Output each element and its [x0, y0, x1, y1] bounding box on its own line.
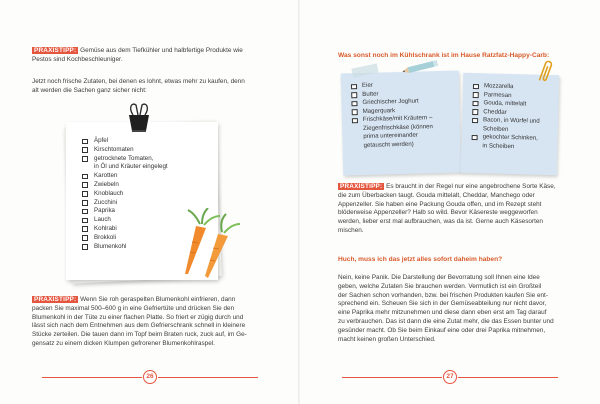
- binder-clip-icon: [124, 101, 154, 135]
- tip1-line1: Gemüse aus dem Tiefkühler und halbfertige Produkte wie: [80, 47, 243, 54]
- list-item-continued: getauscht werden): [363, 140, 414, 149]
- fridge-heading: Was sonst noch im Kühlschrank ist im Hause Ratzfatz-Happy-Carb:: [338, 52, 550, 59]
- checkbox-icon[interactable]: [82, 139, 88, 145]
- list-item: Zwiebeln: [82, 181, 168, 190]
- checkbox-icon[interactable]: [472, 109, 478, 115]
- list-item: Bacon, in Würfel und: [472, 116, 540, 126]
- checkbox-icon[interactable]: [351, 92, 357, 98]
- checkbox-icon[interactable]: [82, 235, 88, 241]
- checkbox-icon[interactable]: [472, 101, 478, 107]
- list-item-continued: Ziegenfrischkäse (können: [363, 122, 433, 132]
- cheese-tip: PRAXISTIPP: Es braucht in der Regel nur eine angebrochene Sorte Käse, die zum Überbacken taugt. Gouda mittelalt, Cheddar, Manchego oder Appenzeller. Sie haben eine Packung Gouda offen, und im Rezept steht blöderweise Appenzeller? Halb so wild. Bevor Käsereste weggeworfen werden, lieber erst mal aufbrauchen, was da ist. Gerne auch Käsesorten mischen.: [338, 183, 556, 234]
- checkbox-icon[interactable]: [82, 174, 88, 180]
- list-item: Paprika: [82, 207, 168, 216]
- list-item: Kohlrabi: [82, 225, 168, 234]
- list-item-continued: prima untereinander: [363, 131, 418, 140]
- list-item-continued: in Scheiben: [482, 141, 515, 150]
- checkbox-icon[interactable]: [82, 191, 88, 197]
- checkbox-icon[interactable]: [82, 147, 88, 153]
- checkbox-icon[interactable]: [473, 84, 479, 90]
- list-item-continued: Scheiben: [482, 124, 509, 133]
- list-item: Äpfel: [82, 137, 168, 146]
- list-item: Knoblauch: [82, 190, 168, 199]
- paperclip-icon: [538, 58, 554, 84]
- page-number: 26: [143, 370, 157, 384]
- answer-paragraph: Nein, keine Panik. Die Darstellung der Bevorratung soll Ihnen eine Idee geben, welche Zutaten Sie brauchen werden. Vermutlich ist ein Großteil der Sachen schon vorhanden, bzw. bei frischen Produkten kaufen Sie ent- sprechend ein. Scheuen Sie sich in der Gemüseabteilung nur nicht davor, eine Paprika mehr mitzunehmen und diese dann eben erst am Tag darauf zu verbrauchen. Das ist dann die eine Zutat mehr, die das Essen bunter und gesünder macht. Ob Sie beim Einkauf eine oder drei Paprika mitnehmen, macht keinen großen Unterschied.: [338, 274, 554, 343]
- list-item: Eier: [351, 80, 432, 91]
- list-item: Zucchini: [82, 199, 168, 208]
- list-item-continued: in Öl und Kräuter eingelegt: [94, 163, 168, 171]
- dairy-list: [351, 80, 434, 150]
- list-item: Karotten: [82, 172, 168, 181]
- checkbox-icon[interactable]: [82, 156, 88, 162]
- intro-line2: alt werden die Sachen ganz sicher nicht:: [32, 86, 147, 94]
- checkbox-icon[interactable]: [82, 226, 88, 232]
- checkbox-icon[interactable]: [351, 101, 357, 107]
- checkbox-icon[interactable]: [82, 244, 88, 250]
- list-item: getrocknete Tomaten,: [82, 155, 168, 164]
- tip1-line2: Pestos sind Kochbeschleuniger.: [32, 55, 123, 63]
- checkbox-icon[interactable]: [472, 135, 478, 141]
- tip1: [32, 47, 272, 65]
- carrots-icon: [178, 208, 242, 280]
- list-item: Magerquark: [352, 106, 433, 117]
- right-page: [300, 0, 600, 404]
- vegetable-checklist: [82, 137, 168, 251]
- sticky-note-cheese: [461, 73, 560, 175]
- page-number: 27: [443, 370, 457, 384]
- checkbox-icon[interactable]: [82, 200, 88, 206]
- list-item: Blumenkohl: [82, 243, 168, 252]
- list-item: gekochter Schinken,: [472, 133, 540, 143]
- list-item: Mozzarella: [473, 82, 541, 92]
- list-item: Cheddar: [472, 108, 540, 118]
- intro-paragraph: [32, 78, 282, 96]
- checkbox-icon[interactable]: [472, 118, 478, 124]
- checkbox-icon[interactable]: [352, 118, 358, 124]
- checkbox-icon[interactable]: [82, 209, 88, 215]
- list-item: Brokkoli: [82, 234, 168, 243]
- list-item: Gouda, mittelalt: [472, 99, 540, 109]
- checkbox-icon[interactable]: [82, 182, 88, 188]
- pencil-icon: [400, 60, 442, 74]
- list-item: Lauch: [82, 216, 168, 225]
- cheese-list: [471, 82, 540, 152]
- checkbox-icon[interactable]: [82, 218, 88, 224]
- list-item: Kirschtomaten: [82, 146, 168, 155]
- list-item: Griechischer Joghurt: [351, 97, 432, 108]
- section-heading: Huch, muss ich das jetzt alles sofort daheim haben?: [338, 256, 503, 263]
- checkbox-icon[interactable]: [473, 92, 479, 98]
- checkbox-icon[interactable]: [352, 109, 358, 115]
- tip2: PRAXISTIPP: Wenn Sie roh geraspelten Blumenkohl einfrieren, dann packen Sie maximal 500–600 g in eine Gefriertüte und drücken Sie den Blumenkohl in der Tüte zu einer flachen Platte. So friert er zügig durch und lässt sich nach dem Entnehmen aus dem Gefrierschrank schnell in kleinere Stücke zerteilen. Die tauen dann im Topf beim Braten ruck, zuck auf, im Ge- gensatz zu einem dicken Klumpen gefrorener Blumenkohlraspel.: [32, 296, 247, 347]
- list-item: Frischkäse/mit Kräutern –: [352, 114, 433, 125]
- list-item: Parmesan: [473, 91, 541, 101]
- praxistipp-badge: PRAXISTIPP:: [34, 47, 77, 54]
- sticky-note-dairy: [341, 70, 462, 175]
- intro-line1: Jetzt noch frische Zutaten, bei denen es lohnt, etwas mehr zu kaufen, denn: [32, 78, 245, 85]
- list-item: Butter: [351, 89, 432, 100]
- praxistipp-badge: PRAXISTIPP:: [340, 183, 383, 190]
- praxistipp-badge: PRAXISTIPP:: [34, 296, 77, 303]
- checkbox-icon[interactable]: [351, 84, 357, 90]
